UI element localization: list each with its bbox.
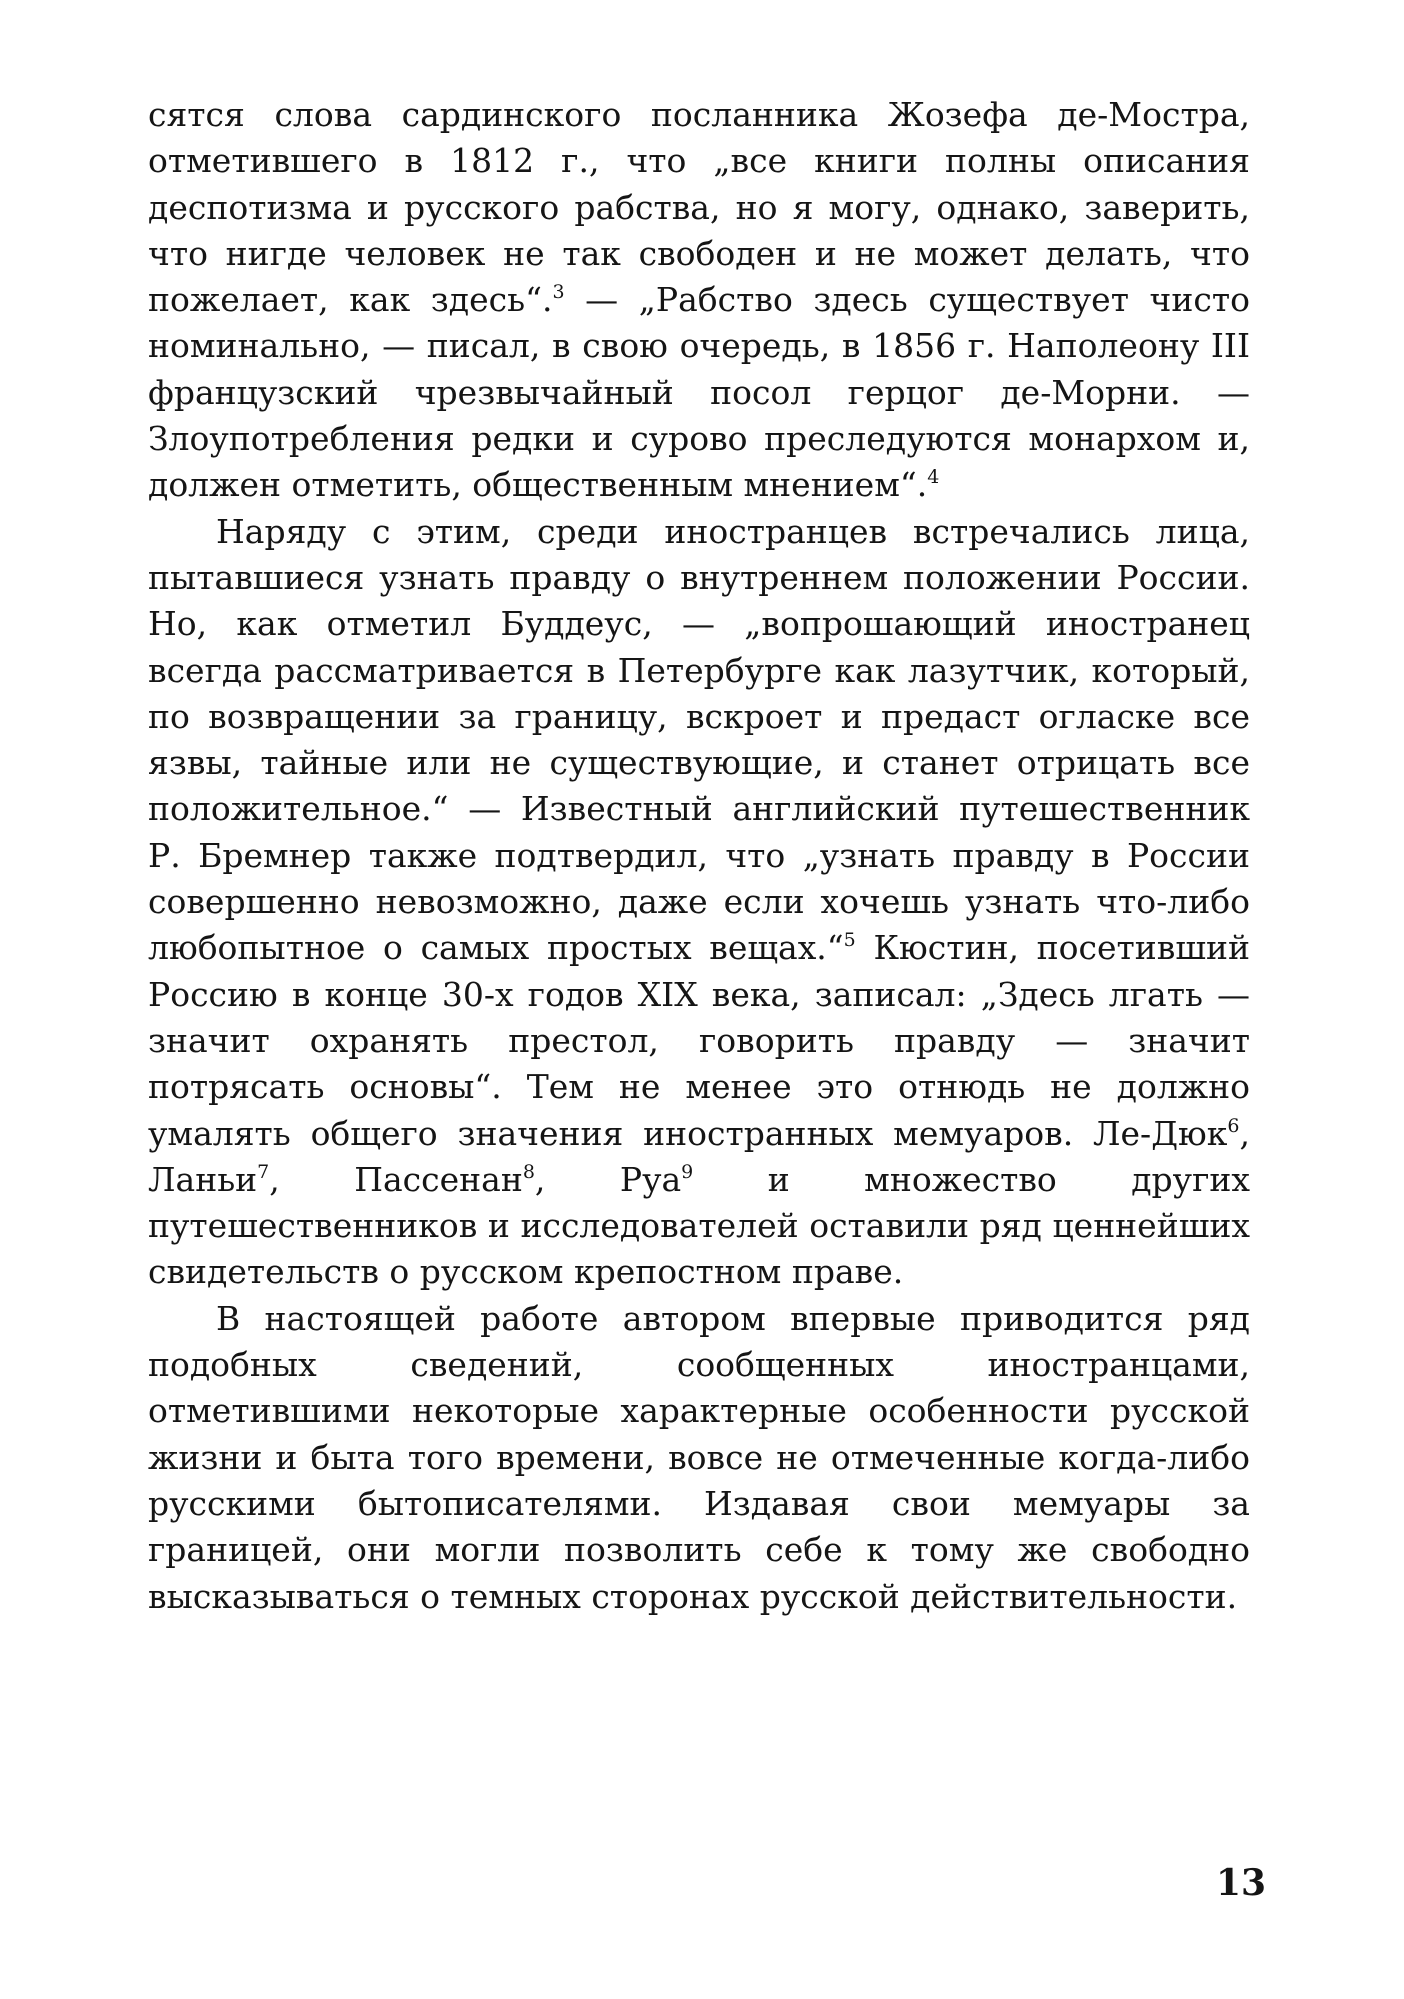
footnote-marker: 7 <box>257 1160 270 1183</box>
paragraph-text: , Руа <box>534 1159 682 1199</box>
paragraph <box>148 92 1250 509</box>
paragraph-text: — „Рабство здесь существует чисто номинально, — писал, в свою очередь, в 1856 г. Наполеону III французский чрезвычайный посол герцог де-Морни. — Злоупотребления редки и сурово преследуются монархом и, должен отметить, общественным мнением“. <box>148 280 1250 505</box>
footnote-marker: 3 <box>552 281 565 304</box>
paragraph-text: , Ланьи <box>148 1113 1250 1199</box>
paragraph-text: сятся слова сардинского посланника Жозефа де-Мостра, отметившего в 1812 г., что „все книги полны описания деспотизма и русского рабства, но я могу, однако, заверить, что нигде человек не так свободен и не может делать, что пожелает, как здесь“. <box>148 95 1250 320</box>
paragraph-text: Кюстин, посетивший Россию в конце 30-х годов XIX века, записал: „Здесь лгать — значит охранять престол, говорить правду — значит потрясать основы“. Тем не менее это отнюдь не должно умалять общего значения иностранных мемуаров. Ле-Дюк <box>148 928 1250 1153</box>
footnote-marker: 4 <box>927 466 940 489</box>
footnote-marker: 6 <box>1227 1114 1240 1137</box>
paragraph-text: В настоящей работе автором впервые приводится ряд подобных сведений, сообщенных иностранцами, отметившими некоторые характерные особенности русской жизни и быта того времени, вовсе не отмеченные когда-либо русскими бытописателями. Издавая свои мемуары за границей, они могли позволить себе к тому же свободно высказываться о темных сторонах русской действительности. <box>148 1298 1250 1616</box>
footnote-marker: 8 <box>522 1160 535 1183</box>
footnote-marker: 5 <box>843 929 856 952</box>
page-number: 13 <box>1216 1862 1267 1904</box>
paragraph <box>148 1296 1250 1620</box>
footnote-marker: 9 <box>681 1160 694 1183</box>
paragraph-text: и множество других путешественников и исследователей оставили ряд ценнейших свидетельств о русском крепостном праве. <box>148 1159 1250 1292</box>
paragraph-text: , Пассенан <box>269 1159 523 1199</box>
page-text-body <box>148 92 1250 1620</box>
paragraph-text: Наряду с этим, среди иностранцев встречались лица, пытавшиеся узнать правду о внутреннем положении России. Но, как отметил Буддеус, — „вопрошающий иностранец всегда рассматривается в Петербурге как лазутчик, который, по возвращении за границу, вскроет и предаст огласке все язвы, тайные или не существующие, и станет отрицать все положительное.“ — Известный английский путешественник Р. Бремнер также подтвердил, что „узнать правду в России совершенно невозможно, даже если хочешь узнать что-либо любопытное о самых простых вещах.“ <box>148 511 1250 968</box>
paragraph <box>148 509 1250 1296</box>
